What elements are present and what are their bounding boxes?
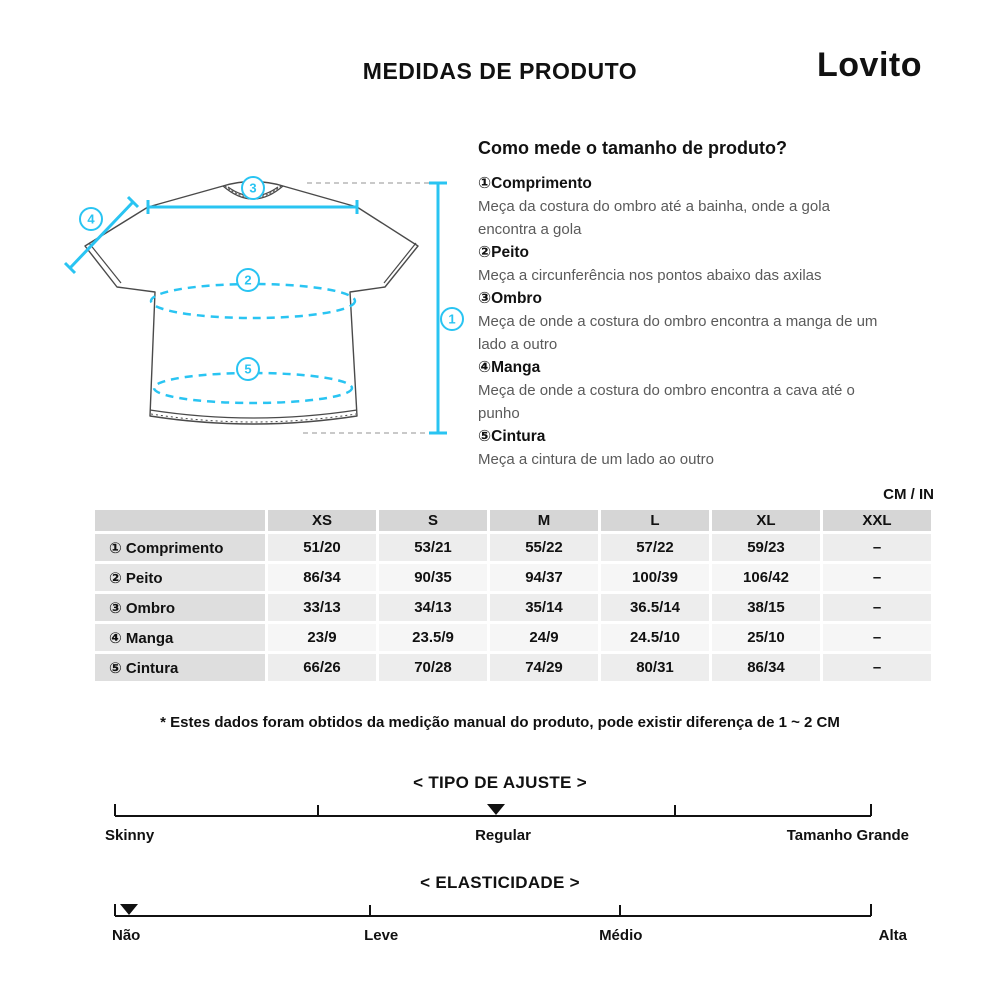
cell: – bbox=[823, 564, 931, 591]
cell: 38/15 bbox=[712, 594, 820, 621]
cell: 74/29 bbox=[490, 654, 598, 681]
cell: – bbox=[823, 624, 931, 651]
marker-shoulder-icon bbox=[242, 177, 264, 199]
marker-length-icon bbox=[441, 308, 463, 330]
marker-sleeve-icon bbox=[80, 208, 102, 230]
col-header-m: M bbox=[490, 510, 598, 531]
fit-type-section bbox=[0, 773, 1000, 849]
cell: 25/10 bbox=[712, 624, 820, 651]
elasticity-label-medio: Médio bbox=[599, 927, 643, 944]
cell: 57/22 bbox=[601, 534, 709, 561]
cell: 90/35 bbox=[379, 564, 487, 591]
cell: 24.5/10 bbox=[601, 624, 709, 651]
marker-waist-icon bbox=[237, 358, 259, 380]
guide-item-desc: Meça a cintura de um lado ao outro bbox=[478, 451, 714, 468]
cell: 36.5/14 bbox=[601, 594, 709, 621]
col-header-l: L bbox=[601, 510, 709, 531]
elasticity-label-leve: Leve bbox=[364, 927, 399, 944]
brand-logo: Lovito bbox=[817, 46, 922, 84]
cell: 59/23 bbox=[712, 534, 820, 561]
cell: 23/9 bbox=[268, 624, 376, 651]
cell: 86/34 bbox=[712, 654, 820, 681]
svg-text:5: 5 bbox=[244, 361, 252, 377]
col-header-xs: XS bbox=[268, 510, 376, 531]
svg-text:2: 2 bbox=[244, 272, 252, 288]
guide-item-label: ④Manga bbox=[478, 359, 541, 376]
svg-text:1: 1 bbox=[448, 311, 456, 327]
cell: 34/13 bbox=[379, 594, 487, 621]
guide-item-desc: Meça a circunferência nos pontos abaixo das axilas bbox=[478, 267, 822, 284]
guide-item-cintura bbox=[478, 425, 890, 471]
table-row bbox=[95, 624, 931, 651]
guide-item-manga bbox=[478, 356, 890, 425]
elasticity-label-alta: Alta bbox=[878, 927, 907, 944]
guide-item-desc: Meça de onde a costura do ombro encontra a cava até o punho bbox=[478, 382, 855, 422]
unit-label: CM / IN bbox=[883, 486, 934, 503]
fit-label-skinny: Skinny bbox=[105, 827, 155, 844]
col-header-s: S bbox=[379, 510, 487, 531]
guide-item-label: ①Comprimento bbox=[478, 175, 592, 192]
row-label: ① Comprimento bbox=[95, 534, 265, 561]
elasticity-marker-icon bbox=[120, 904, 138, 915]
svg-text:4: 4 bbox=[87, 211, 95, 227]
table-row bbox=[95, 564, 931, 591]
guide-item-desc: Meça de onde a costura do ombro encontra a manga de um lado a outro bbox=[478, 313, 878, 353]
cell: 70/28 bbox=[379, 654, 487, 681]
measuring-guide bbox=[478, 112, 890, 484]
elasticity-label-nao: Não bbox=[112, 927, 141, 944]
page-title: MEDIDAS DE PRODUTO bbox=[362, 58, 638, 84]
cell: 94/37 bbox=[490, 564, 598, 591]
elasticity-title: < ELASTICIDADE > bbox=[420, 873, 580, 892]
fit-type-labels bbox=[97, 827, 909, 849]
cell: – bbox=[823, 534, 931, 561]
guide-item-label: ⑤Cintura bbox=[478, 428, 546, 445]
cell: 33/13 bbox=[268, 594, 376, 621]
cell: 23.5/9 bbox=[379, 624, 487, 651]
table-header-row bbox=[95, 510, 931, 531]
cell: 55/22 bbox=[490, 534, 598, 561]
col-header-xl: XL bbox=[712, 510, 820, 531]
cell: 35/14 bbox=[490, 594, 598, 621]
table-row bbox=[95, 654, 931, 681]
guide-heading: Como mede o tamanho de produto? bbox=[478, 138, 787, 158]
tshirt-diagram-svg bbox=[55, 164, 475, 459]
fit-label-tamanho-grande: Tamanho Grande bbox=[786, 827, 909, 844]
fit-type-scale bbox=[113, 799, 873, 827]
guide-item-label: ③Ombro bbox=[478, 290, 542, 307]
fit-label-regular: Regular bbox=[475, 827, 531, 844]
elasticity-section bbox=[0, 873, 1000, 949]
cell: 80/31 bbox=[601, 654, 709, 681]
row-label: ② Peito bbox=[95, 564, 265, 591]
fit-marker-icon bbox=[487, 804, 505, 815]
cell: 66/26 bbox=[268, 654, 376, 681]
guide-item-label: ②Peito bbox=[478, 244, 530, 261]
cell: 53/21 bbox=[379, 534, 487, 561]
table-row bbox=[95, 594, 931, 621]
tshirt-outline bbox=[85, 182, 418, 425]
cell: – bbox=[823, 654, 931, 681]
cell: 106/42 bbox=[712, 564, 820, 591]
table-row bbox=[95, 534, 931, 561]
measurement-disclaimer: * Estes dados foram obtidos da medição manual do produto, pode existir diferença de 1 ~ 2 CM bbox=[160, 714, 840, 731]
elasticity-scale bbox=[113, 899, 873, 927]
size-table bbox=[92, 507, 934, 684]
col-header-xxl: XXL bbox=[823, 510, 931, 531]
cell: 24/9 bbox=[490, 624, 598, 651]
tshirt-measure-diagram bbox=[0, 112, 478, 484]
svg-text:3: 3 bbox=[249, 180, 257, 196]
scale-line bbox=[115, 904, 871, 916]
guide-item-comprimento bbox=[478, 172, 890, 241]
cell: 86/34 bbox=[268, 564, 376, 591]
col-header-blank bbox=[95, 510, 265, 531]
page-header bbox=[0, 0, 1000, 112]
row-label: ⑤ Cintura bbox=[95, 654, 265, 681]
cell: 100/39 bbox=[601, 564, 709, 591]
elasticity-labels bbox=[97, 927, 909, 949]
marker-chest-icon bbox=[237, 269, 259, 291]
guide-item-peito bbox=[478, 241, 890, 287]
row-label: ④ Manga bbox=[95, 624, 265, 651]
cell: 51/20 bbox=[268, 534, 376, 561]
length-measure-line bbox=[429, 183, 447, 433]
guide-item-ombro bbox=[478, 287, 890, 356]
guide-item-desc: Meça da costura do ombro até a bainha, onde a gola encontra a gola bbox=[478, 198, 830, 238]
cell: – bbox=[823, 594, 931, 621]
row-label: ③ Ombro bbox=[95, 594, 265, 621]
fit-type-title: < TIPO DE AJUSTE > bbox=[413, 773, 587, 792]
